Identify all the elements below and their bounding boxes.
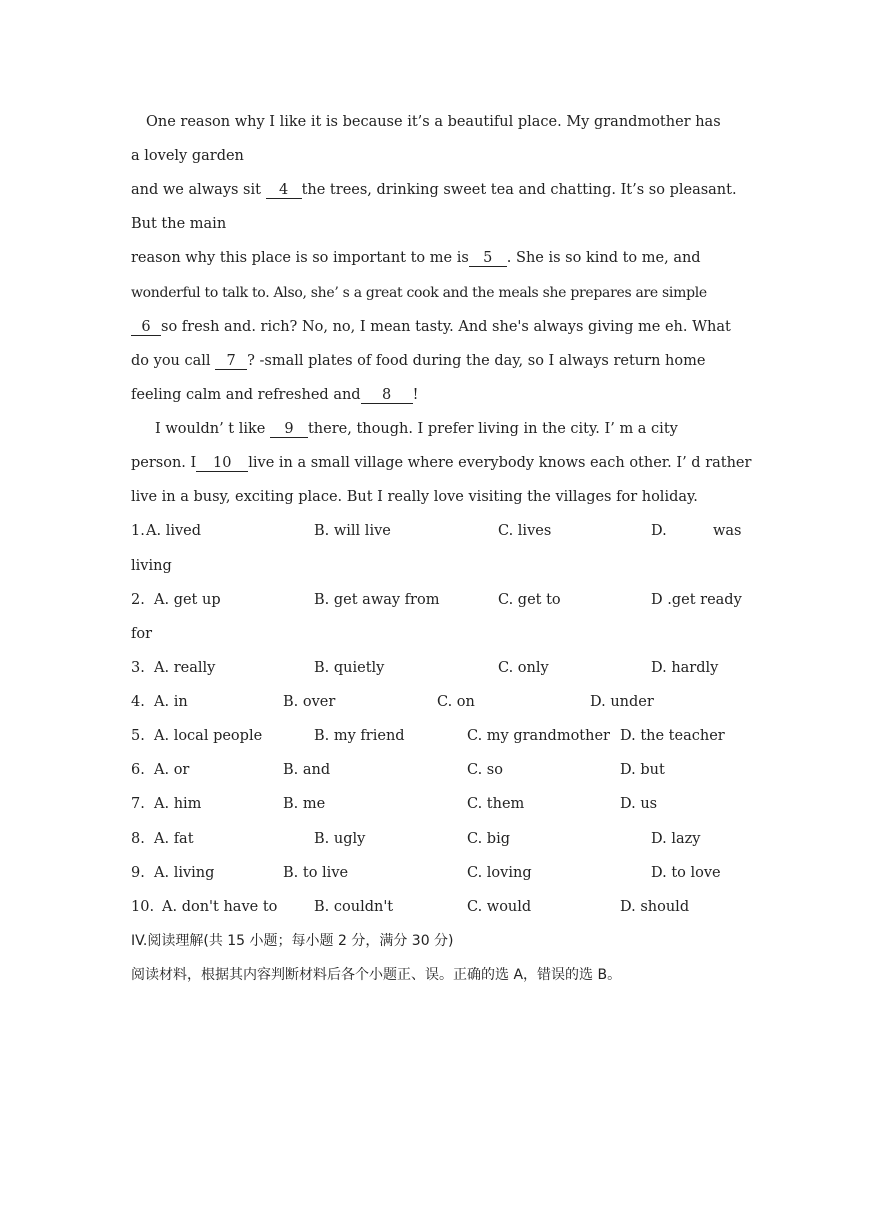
passage-line [131, 283, 737, 303]
question-number: 7. [131, 796, 145, 812]
option-d-text-wrap: for [131, 626, 153, 642]
option-b: B. quietly [314, 660, 385, 676]
option-c: C. lives [498, 523, 552, 539]
question-number: 4. [131, 694, 145, 710]
option-d: D. hardly [651, 660, 719, 676]
section-heading: IV.阅读理解(共 15 小题；每小题 2 分，满分 30 分) [131, 933, 454, 949]
passage-line [131, 351, 737, 371]
option-a: A. really [154, 660, 216, 676]
passage-text: live in a busy, exciting place. But I really love visiting the villages for holiday. [131, 489, 698, 505]
option-b: B. will live [314, 523, 391, 539]
passage-text: ? -small plates of food during the day, so I always return home [247, 353, 706, 369]
passage-text: do you call [131, 353, 216, 369]
option-a: A. don't have to [162, 899, 278, 915]
passage-line [131, 180, 737, 200]
option-b: B. over [283, 694, 336, 710]
blank-9: 9 [270, 421, 308, 438]
passage-text: and we always sit [131, 182, 266, 198]
option-a: A. lived [146, 523, 202, 539]
passage-text: reason why this place is so important to me is [131, 250, 469, 266]
option-b: B. get away from [314, 592, 440, 608]
passage-line [131, 248, 737, 268]
passage-text: One reason why I like it is because it’s a beautiful place. My grandmother has [146, 114, 721, 130]
option-c: C. them [467, 796, 525, 812]
passage-text: a lovely garden [131, 148, 244, 164]
passage-text: so fresh and. rich? No, no, I mean tasty. And she's always giving me eh. What [161, 319, 731, 335]
blank-10: 10 [196, 455, 248, 472]
passage-line [131, 453, 752, 473]
passage-line [155, 419, 737, 439]
blank-6: 6 [131, 319, 161, 336]
question-number: 2. [131, 592, 145, 608]
passage-line [131, 214, 737, 234]
question-number: 8. [131, 831, 145, 847]
passage-text: wonderful to talk to. Also, she’ s a great cook and the meals she prepares are simple [131, 285, 707, 301]
passage-text: person. I [131, 455, 197, 471]
option-d: D. to love [651, 865, 721, 881]
option-a: A. in [154, 694, 188, 710]
question-number: 10. [131, 899, 155, 915]
option-b: B. and [283, 762, 331, 778]
option-a: A. get up [154, 592, 221, 608]
option-a: A. him [154, 796, 202, 812]
passage-line [131, 317, 737, 337]
option-a: A. or [154, 762, 190, 778]
passage-line [131, 146, 737, 166]
option-c: C. loving [467, 865, 532, 881]
passage-text: there, though. I prefer living in the city. I’ m a city [307, 421, 678, 437]
option-b: B. my friend [314, 728, 405, 744]
option-c: C. get to [498, 592, 561, 608]
passage-text: . She is so kind to me, and [506, 250, 701, 266]
option-d: D. under [590, 694, 654, 710]
question-number: 5. [131, 728, 145, 744]
option-d-text-wrap: living [131, 558, 172, 574]
option-c: C. big [467, 831, 510, 847]
passage-line [146, 112, 752, 132]
option-d: D. lazy [651, 831, 701, 847]
blank-8: 8 [361, 387, 413, 404]
option-b: B. ugly [314, 831, 366, 847]
option-d-text: was [713, 523, 742, 539]
option-a: A. local people [154, 728, 263, 744]
question-number: 9. [131, 865, 145, 881]
blank-7: 7 [215, 353, 247, 370]
blank-5: 5 [469, 250, 507, 267]
passage-text: ! [412, 387, 419, 403]
passage-text: the trees, drinking sweet tea and chatting. It’s so pleasant. [301, 182, 737, 198]
passage-text: I wouldn’ t like [155, 421, 270, 437]
passage-text: feeling calm and refreshed and [131, 387, 361, 403]
option-d: D. the teacher [620, 728, 725, 744]
option-c: C. only [498, 660, 549, 676]
question-number: 6. [131, 762, 145, 778]
passage-text: But the main [131, 216, 227, 232]
option-d: D. should [620, 899, 690, 915]
passage-line [131, 385, 737, 405]
passage-text: live in a small village where everybody knows each other. I’ d rather [248, 455, 752, 471]
passage-line [131, 487, 737, 507]
question-number: 1. [131, 523, 145, 539]
blank-4: 4 [266, 182, 302, 199]
option-d: D. [651, 523, 667, 539]
question-number: 3. [131, 660, 145, 676]
option-a: A. living [154, 865, 215, 881]
option-d: D .get ready [651, 592, 742, 608]
option-c: C. would [467, 899, 532, 915]
option-c: C. my grandmother [467, 728, 610, 744]
section-instruction: 阅读材料，根据其内容判断材料后各个小题正、误。正确的选 A，错误的选 B。 [131, 967, 622, 983]
option-c: C. so [467, 762, 503, 778]
option-c: C. on [437, 694, 475, 710]
option-a: A. fat [154, 831, 194, 847]
option-b: B. couldn't [314, 899, 394, 915]
option-b: B. to live [283, 865, 349, 881]
option-b: B. me [283, 796, 326, 812]
option-d: D. but [620, 762, 665, 778]
option-d: D. us [620, 796, 658, 812]
